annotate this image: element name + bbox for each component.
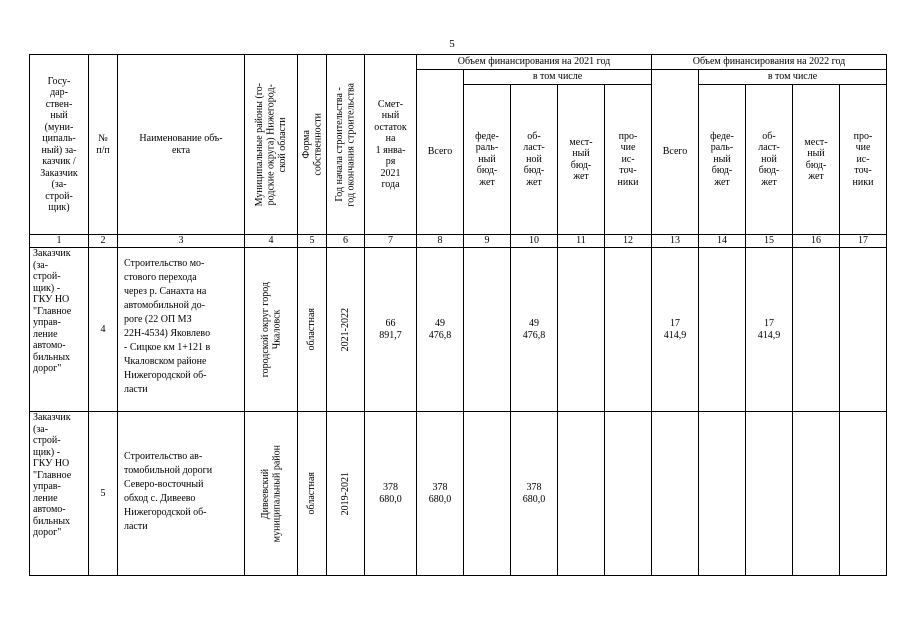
row-total-2021: 378 680,0: [417, 412, 464, 576]
row-other-2021: [605, 412, 652, 576]
row-number: 5: [89, 412, 118, 576]
row-federal-2021: [464, 412, 511, 576]
column-number: 8: [417, 235, 464, 248]
row-object-name: Строительство мо- стового перехода через р. Санахта на автомобильной до- роге (22 ОП МЗ 22Н-4534) Яковлево - Сицкое км 1+121 в Чкаловском районе Нижегородской об- ласти: [118, 248, 245, 412]
row-federal-2022: [699, 248, 746, 412]
row-remainder: 378 680,0: [365, 412, 417, 576]
row-federal-2022: [699, 412, 746, 576]
header-local-2021: мест- ный бюд- жет: [558, 85, 605, 235]
header-customer: Госу- дар- ствен- ный (муни- ципаль- ный) за- казчик / Заказчик (за- строй- щик): [30, 55, 89, 235]
header-years: Год начала строительства - год окончания строительства: [334, 82, 357, 207]
row-total-2022: [652, 412, 699, 576]
header-no: № п/п: [89, 55, 118, 235]
page-number: 5: [449, 38, 455, 50]
row-other-2022: [840, 248, 887, 412]
column-number: 6: [327, 235, 365, 248]
row-regional-2021: 49 476,8: [511, 248, 558, 412]
row-total-2021: 49 476,8: [417, 248, 464, 412]
row-district: Дивеевский муниципальный район: [259, 444, 282, 543]
row-other-2022: [840, 412, 887, 576]
row-total-2022: 17 414,9: [652, 248, 699, 412]
header-ownership-cell: [298, 55, 327, 235]
header-remainder: Смет- ный остаток на 1 янва- ря 2021 года: [365, 55, 417, 235]
column-number: 13: [652, 235, 699, 248]
header-name: Наименование объ- екта: [118, 55, 245, 235]
row-regional-2022: 17 414,9: [746, 248, 793, 412]
header-total-2022: Всего: [652, 70, 699, 235]
row-ownership-cell: [298, 412, 327, 576]
row-years-cell: [327, 248, 365, 412]
row-number: 4: [89, 248, 118, 412]
column-numbers-row: [30, 235, 887, 248]
column-number: 5: [298, 235, 327, 248]
row-regional-2021: 378 680,0: [511, 412, 558, 576]
header-federal-2022: феде- раль- ный бюд- жет: [699, 85, 746, 235]
column-number: 3: [118, 235, 245, 248]
table-row: [30, 248, 887, 412]
header-row-1: [30, 55, 887, 70]
row-local-2021: [558, 412, 605, 576]
row-ownership: областная: [306, 472, 318, 515]
header-incl-2021: в том числе: [464, 70, 652, 85]
header-fin-2022: Объем финансирования на 2022 год: [652, 55, 887, 70]
row-remainder: 66 891,7: [365, 248, 417, 412]
row-district-cell: [245, 412, 298, 576]
table-row: [30, 412, 887, 576]
column-number: 7: [365, 235, 417, 248]
column-number: 17: [840, 235, 887, 248]
header-total-2021: Всего: [417, 70, 464, 235]
row-local-2021: [558, 248, 605, 412]
row-ownership-cell: [298, 248, 327, 412]
column-number: 2: [89, 235, 118, 248]
row-federal-2021: [464, 248, 511, 412]
row-object-name: Строительство ав- томобильной дороги Северо-восточный обход с. Дивеево Нижегородской об- ласти: [118, 412, 245, 576]
row-ownership: областная: [306, 308, 318, 351]
header-other-2021: про- чие ис- точ- ники: [605, 85, 652, 235]
header-regional-2021: об- ласт- ной бюд- жет: [511, 85, 558, 235]
column-number: 12: [605, 235, 652, 248]
header-incl-2022: в том числе: [699, 70, 887, 85]
row-district-cell: [245, 248, 298, 412]
row-years: 2021-2022: [339, 307, 351, 352]
header-federal-2021: феде- раль- ный бюд- жет: [464, 85, 511, 235]
column-number: 15: [746, 235, 793, 248]
row-district: городской округ город Чкаловск: [259, 281, 282, 378]
column-number: 1: [30, 235, 89, 248]
row-years-cell: [327, 412, 365, 576]
row-other-2021: [605, 248, 652, 412]
header-years-cell: [327, 55, 365, 235]
row-local-2022: [793, 248, 840, 412]
column-number: 16: [793, 235, 840, 248]
header-fin-2021: Объем финансирования на 2021 год: [417, 55, 652, 70]
column-number: 9: [464, 235, 511, 248]
column-number: 14: [699, 235, 746, 248]
financing-table: [29, 54, 887, 576]
row-years: 2019-2021: [339, 471, 351, 516]
column-number: 10: [511, 235, 558, 248]
column-number: 4: [245, 235, 298, 248]
row-customer: Заказчик (за- строй- щик) - ГКУ НО "Главное управ- ление автомо- бильных дорог": [30, 412, 89, 576]
header-ownership: Форма собственности: [300, 113, 323, 176]
row-customer: Заказчик (за- строй- щик) - ГКУ НО "Главное управ- ление автомо- бильных дорог": [30, 248, 89, 412]
header-other-2022: про- чие ис- точ- ники: [840, 85, 887, 235]
row-local-2022: [793, 412, 840, 576]
header-regional-2022: об- ласт- ной бюд- жет: [746, 85, 793, 235]
row-regional-2022: [746, 412, 793, 576]
header-district-cell: [245, 55, 298, 235]
column-number: 11: [558, 235, 605, 248]
header-local-2022: мест- ный бюд- жет: [793, 85, 840, 235]
header-district: Муниципальные районы (го- родские округа) Нижегород- ской области: [253, 82, 288, 207]
